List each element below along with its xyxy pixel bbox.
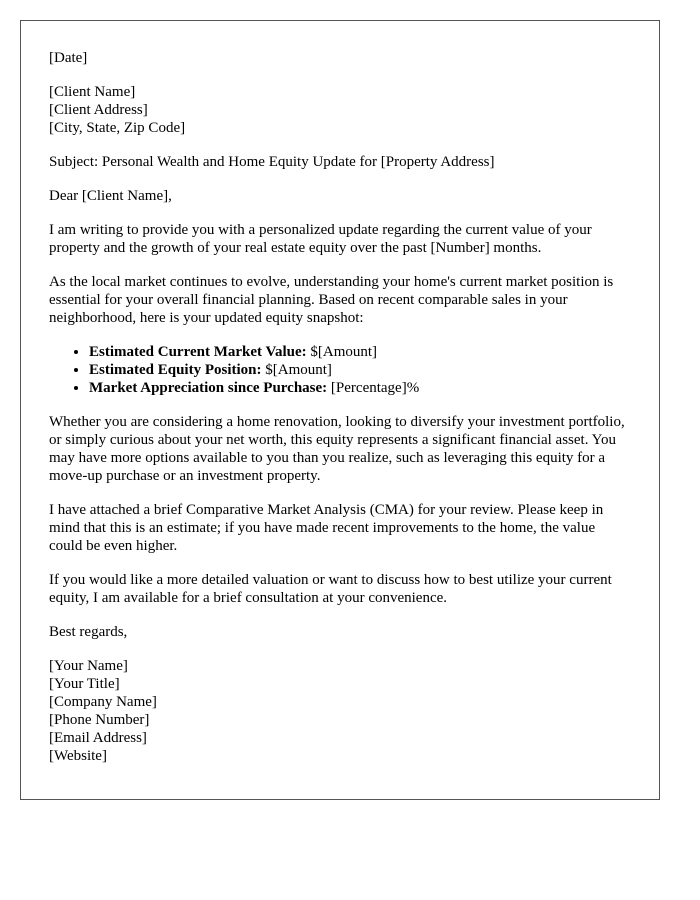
paragraph-closing: If you would like a more detailed valuation or want to discuss how to best utilize your current equity, I am available for a brief consultation at your convenience. — [49, 572, 612, 606]
snapshot-label: Estimated Equity Position: — [89, 362, 262, 378]
snapshot-value: $[Amount] — [306, 344, 378, 360]
paragraph-options: Whether you are considering a home renovation, looking to diversify your investment portfolio, or simply curious about your net worth, this equity represents a significant financial asset. You may have more options available to you than you realize, such as leveraging this equity for a move-up purchase or an investment property. — [49, 414, 625, 484]
signature-website: [Website] — [49, 748, 107, 764]
equity-snapshot-list — [49, 343, 631, 397]
recipient-block — [49, 83, 631, 137]
snapshot-item-appreciation — [89, 379, 631, 397]
letter-subject: Subject: Personal Wealth and Home Equity Update for [Property Address] — [49, 154, 495, 170]
signature-email: [Email Address] — [49, 730, 147, 746]
recipient-name: [Client Name] — [49, 84, 136, 100]
letter-salutation: Dear [Client Name], — [49, 188, 172, 204]
letter-date: [Date] — [49, 50, 88, 66]
snapshot-item-equity-position — [89, 361, 631, 379]
paragraph-cma: I have attached a brief Comparative Market Analysis (CMA) for your review. Please keep in mind that this is an estimate; if you have made recent improvements to the home, the value could be even higher. — [49, 502, 604, 554]
paragraph-market: As the local market continues to evolve, understanding your home's current market position is essential for your overall financial planning. Based on recent comparable sales in your neighborhood, here is your updated equity snapshot: — [49, 274, 614, 326]
signature-block — [49, 657, 631, 765]
snapshot-value: [Percentage]% — [327, 380, 420, 396]
signature-company: [Company Name] — [49, 694, 157, 710]
paragraph-intro: I am writing to provide you with a personalized update regarding the current value of your property and the growth of your real estate equity over the past [Number] months. — [49, 222, 592, 256]
snapshot-item-market-value — [89, 343, 631, 361]
letter-signoff: Best regards, — [49, 624, 128, 640]
snapshot-label: Market Appreciation since Purchase: — [89, 380, 328, 396]
signature-title: [Your Title] — [49, 676, 120, 692]
signature-name: [Your Name] — [49, 658, 128, 674]
letter-page — [20, 20, 660, 800]
snapshot-value: $[Amount] — [261, 362, 332, 378]
recipient-city-state-zip: [City, State, Zip Code] — [49, 120, 186, 136]
signature-phone: [Phone Number] — [49, 712, 150, 728]
snapshot-label: Estimated Current Market Value: — [89, 344, 307, 360]
recipient-address: [Client Address] — [49, 102, 148, 118]
